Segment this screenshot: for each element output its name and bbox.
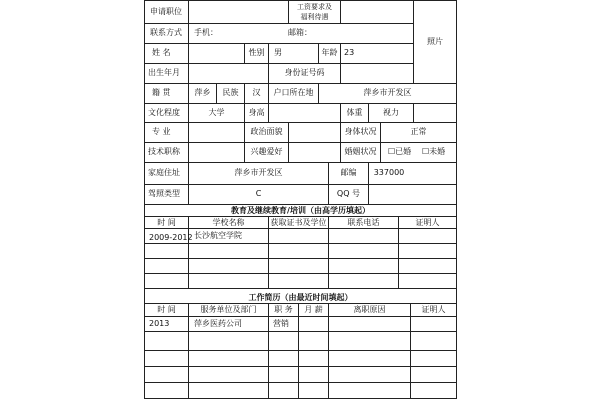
id-number-label: 身份证号码: [284, 68, 325, 77]
postcode-value: 337000: [373, 168, 405, 177]
contact-label: 联系方式: [150, 28, 182, 37]
education-col-phone: 联系电话: [347, 218, 380, 227]
rule: [144, 204, 457, 205]
salary-requirement-label-line1: 工资要求及: [297, 3, 332, 11]
work-col-position: 职 务: [274, 305, 293, 314]
rule: [340, 63, 341, 83]
health-label: 身体状况: [344, 127, 377, 136]
education-col-school: 学校名称: [212, 218, 245, 227]
name-label: 姓 名: [152, 48, 171, 57]
rule: [144, 228, 457, 229]
postcode-label: 邮编: [340, 168, 357, 177]
rule: [144, 43, 413, 44]
gender-value: 男: [274, 48, 282, 57]
rule: [144, 63, 413, 64]
work-row-time: 2013: [149, 319, 170, 328]
qq-label: QQ 号: [336, 189, 361, 198]
home-address-label: 家庭住址: [148, 168, 180, 177]
education-col-reference: 证明人: [415, 218, 440, 227]
marital-status-label: 婚姻状况: [344, 147, 377, 156]
license-type-label: 驾照类型: [148, 189, 180, 198]
applied-position-label: 申请职位: [150, 7, 182, 16]
rule: [188, 303, 189, 399]
rule: [288, 142, 289, 162]
form-border-right: [456, 0, 457, 399]
rule: [144, 216, 457, 217]
rule: [144, 83, 457, 84]
rule: [144, 122, 457, 123]
rule: [340, 43, 341, 63]
photo-label: 照片: [427, 37, 443, 46]
rule: [144, 258, 457, 259]
birth-date-label: 出生年月: [148, 68, 180, 77]
ethnicity-value: 汉: [252, 88, 261, 97]
gender-label: 性别: [248, 48, 265, 57]
work-col-reference: 证明人: [421, 305, 446, 314]
rule: [144, 273, 457, 274]
work-col-employer: 服务单位及部门: [200, 305, 257, 314]
rule: [144, 103, 457, 104]
email-label: 邮箱：: [288, 28, 312, 37]
ethnicity-label: 民族: [222, 88, 239, 97]
form-border-top: [144, 0, 457, 1]
health-value: 正常: [410, 127, 427, 136]
hukou-label: 户口所在地: [273, 88, 314, 97]
rule: [288, 122, 289, 142]
work-col-time: 时 间: [157, 305, 176, 314]
tech-title-label: 技术职称: [148, 147, 180, 156]
rule: [413, 103, 414, 122]
political-status-label: 政治面貌: [250, 127, 283, 136]
rule: [144, 288, 457, 289]
rule: [268, 43, 269, 63]
education-section-title: 教育及继续教育/培训（由高学历填起）: [231, 206, 370, 215]
rule: [298, 303, 299, 399]
weight-label: 体重: [346, 108, 363, 117]
rule: [144, 184, 457, 185]
vision-label: 视力: [383, 108, 399, 117]
native-place-value: 萍乡: [194, 88, 211, 97]
rule: [268, 303, 269, 399]
rule: [144, 142, 457, 143]
rule: [368, 184, 369, 204]
phone-label: 手机：: [194, 28, 218, 37]
work-section-title: 工作简历（由最近时间填起）: [248, 293, 353, 302]
rule: [144, 162, 457, 163]
home-address-value: 萍乡市开发区: [234, 168, 283, 177]
married-checkbox[interactable]: ☐已婚: [388, 147, 412, 156]
rule: [144, 243, 457, 244]
education-col-certificate: 获取证书及学位: [270, 218, 327, 227]
rule: [144, 23, 413, 24]
form-border-left: [144, 0, 145, 399]
salary-requirement-label-line2: 福利待遇: [300, 13, 329, 21]
education-row-time: 2009-2012: [149, 233, 193, 242]
major-label: 专 业: [152, 127, 171, 136]
education-row-school: 长沙航空学院: [194, 231, 242, 240]
age-label: 年龄: [321, 48, 338, 57]
unmarried-checkbox[interactable]: ☐未婚: [422, 147, 446, 156]
rule: [268, 103, 269, 122]
education-level-label: 文化程度: [148, 108, 180, 117]
work-col-salary: 月 薪: [304, 305, 323, 314]
work-row-employer: 萍乡医药公司: [194, 319, 242, 328]
rule: [340, 0, 341, 23]
hukou-value: 萍乡市开发区: [363, 88, 412, 97]
age-value: 23: [344, 48, 355, 57]
work-col-reason: 离职原因: [353, 305, 386, 314]
work-row-position: 营销: [273, 319, 289, 328]
rule: [328, 303, 329, 399]
education-col-time: 时 间: [157, 218, 176, 227]
rule: [288, 0, 289, 23]
rule: [380, 142, 381, 162]
education-level-value: 大学: [208, 108, 225, 117]
hobbies-label: 兴趣爱好: [250, 147, 283, 156]
license-type-value: C: [255, 189, 262, 198]
height-label: 身高: [248, 108, 265, 117]
native-place-label: 籍 贯: [152, 88, 171, 97]
rule: [410, 303, 411, 399]
